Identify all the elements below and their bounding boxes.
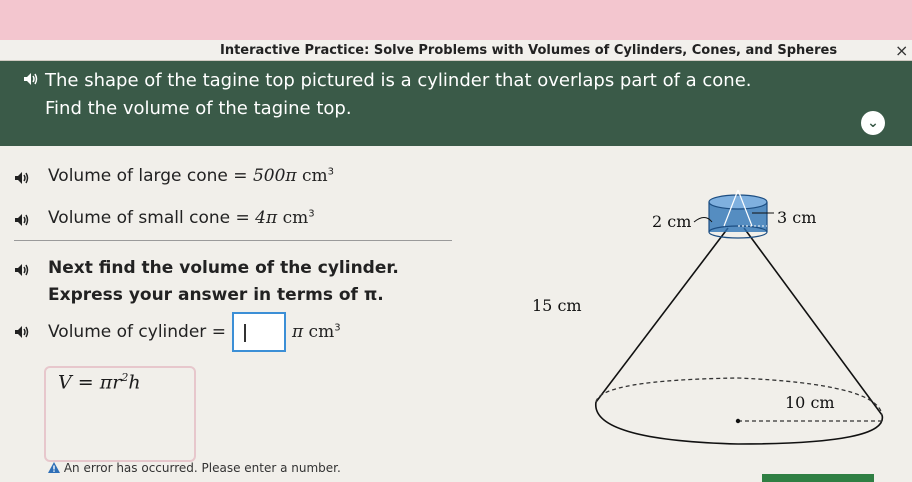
cone-right-side bbox=[744, 228, 882, 415]
pi-symbol: π bbox=[291, 322, 304, 342]
formula-h: h bbox=[128, 371, 141, 394]
base-center-dot bbox=[736, 419, 740, 423]
formula-pi-r: πr bbox=[99, 371, 122, 394]
error-text: An error has occurred. Please enter a number. bbox=[63, 461, 341, 475]
close-icon[interactable]: × bbox=[895, 41, 909, 60]
formula-v: V bbox=[58, 371, 72, 394]
cone-left-side bbox=[596, 228, 728, 402]
problem-question: Find the volume of the tagine top. bbox=[45, 98, 352, 119]
small-cone-value: 4π bbox=[255, 208, 278, 228]
label-15cm: 15 cm bbox=[532, 296, 582, 315]
label-3cm: 3 cm bbox=[777, 208, 817, 227]
large-cone-label: Volume of large cone bbox=[48, 166, 228, 186]
label-2cm: 2 cm bbox=[652, 212, 692, 231]
step-express: Express your answer in terms of π. bbox=[48, 285, 384, 305]
small-cone-label: Volume of small cone bbox=[48, 208, 231, 228]
cylinder-top bbox=[709, 195, 767, 209]
equals-sign: = bbox=[233, 166, 248, 186]
formula-exponent: 2 bbox=[121, 371, 129, 384]
problem-text: The shape of the tagine top pictured is a cylinder that overlaps part of a cone. bbox=[45, 70, 752, 91]
unit-exponent: 3 bbox=[308, 208, 315, 220]
cylinder-label: Volume of cylinder bbox=[48, 322, 207, 342]
large-cone-value: 500π bbox=[252, 166, 297, 186]
equals-sign: = bbox=[235, 208, 250, 228]
equals-sign: = bbox=[211, 322, 226, 342]
label-10cm: 10 cm bbox=[785, 393, 835, 412]
cone-base-back bbox=[596, 378, 882, 415]
unit: cm bbox=[282, 208, 309, 228]
submit-button-edge[interactable] bbox=[762, 474, 874, 482]
unit-exponent: 3 bbox=[334, 322, 341, 334]
step-instruction: Next find the volume of the cylinder. bbox=[48, 258, 399, 278]
window-title: Interactive Practice: Solve Problems with Volumes of Cylinders, Cones, and Spheres bbox=[220, 43, 838, 58]
unit: cm bbox=[301, 166, 328, 186]
unit-exponent: 3 bbox=[327, 166, 335, 178]
unit: cm bbox=[308, 322, 335, 342]
chevron-down-icon[interactable]: ⌄ bbox=[861, 111, 885, 135]
cone-base-front bbox=[596, 402, 883, 444]
equals-sign: = bbox=[77, 371, 94, 394]
